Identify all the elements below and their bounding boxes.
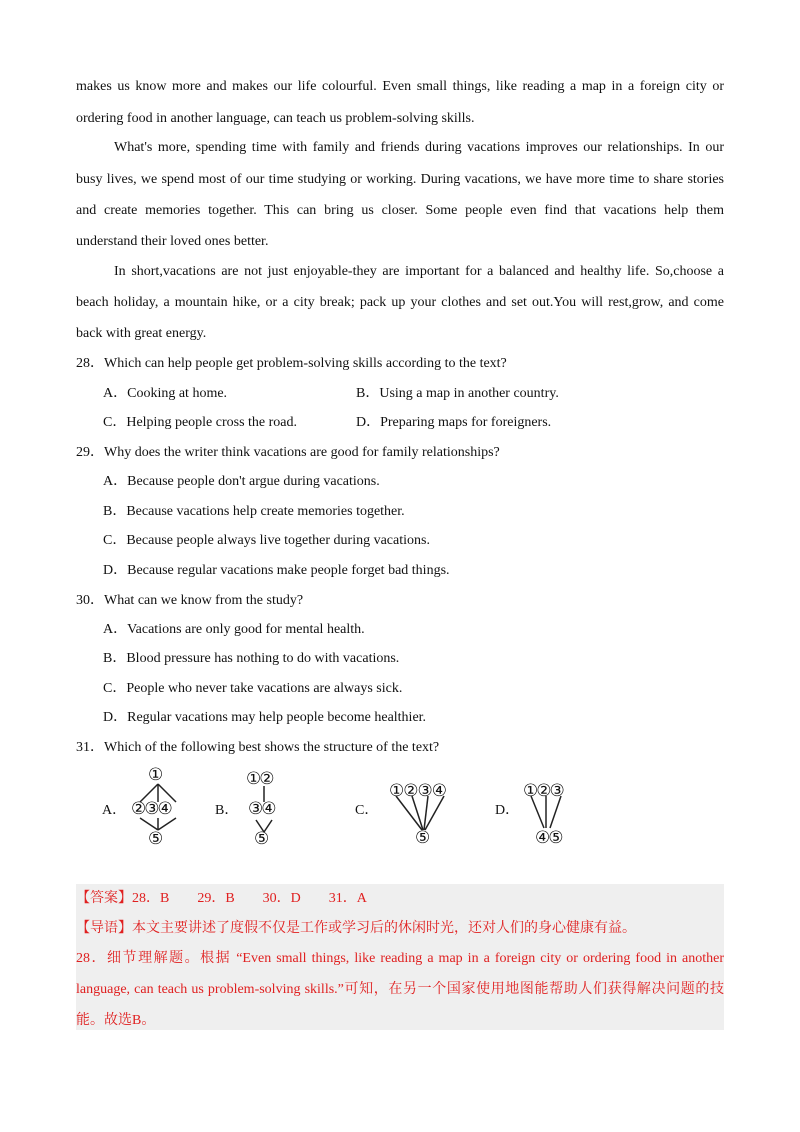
diagram-a-top: ① (148, 765, 164, 784)
diagram-b-middle: ③④ (248, 799, 275, 818)
q31-option-c-label: C． (355, 803, 379, 818)
diagram-b-bottom: ⑤ (254, 829, 270, 848)
q29-option-a: A．Because people don't argue during vacations. (103, 474, 380, 489)
diagram-d-top: ①②③ (523, 781, 563, 800)
q28-option-b: B．Using a map in another country. (356, 386, 559, 401)
q29-option-b: B．Because vacations help create memories together. (103, 504, 405, 519)
diagram-a-bottom: ⑤ (148, 829, 164, 848)
question-28-stem: 28．Which can help people get problem-solving skills according to the text? (76, 356, 507, 371)
passage-line: makes us know more and makes our life colourful. Even small things, like reading a map in a foreign city or (76, 79, 724, 94)
diagram-b-top: ①② (246, 769, 273, 788)
question-29-stem: 29．Why does the writer think vacations are good for family relationships? (76, 445, 500, 460)
q29-option-d: D．Because regular vacations make people forget bad things. (103, 563, 450, 578)
q28-option-d: D．Preparing maps for foreigners. (356, 415, 552, 430)
passage-line: ordering food in another language, can teach us problem-solving skills. (76, 111, 475, 126)
q31-option-d-label: D． (495, 803, 520, 818)
passage-line: In short,vacations are not just enjoyable-they are important for a balanced and healthy life. So,choose a (114, 264, 724, 279)
q30-option-d: D．Regular vacations may help people become healthier. (103, 710, 427, 725)
guide-text: 【导语】本文主要讲述了度假不仅是工作或学习后的休闲时光，还对人们的身心健康有益。 (76, 921, 636, 936)
diagram-c-bottom: ⑤ (415, 828, 431, 847)
passage-line: What's more, spending time with family and friends during vacations improves our relationships. In our (114, 140, 724, 155)
q30-option-c: C．People who never take vacations are always sick. (103, 681, 403, 696)
q30-option-b: B．Blood pressure has nothing to do with vacations. (103, 651, 400, 666)
answer-key: 【答案】28．B 29．B 30．D 31．A (76, 891, 367, 906)
explanation-line: 28．细节理解题。根据 “Even small things, like reading a map in a foreign city or ordering food in another (76, 951, 724, 966)
passage-line: busy lives, we spend most of our time studying or working. During vacations, we have more time to share stories (76, 172, 724, 187)
explanation-line: 能。故选B。 (76, 1013, 156, 1028)
diagram-a-middle: ②③④ (131, 799, 171, 818)
question-31-stem: 31．Which of the following best shows the structure of the text? (76, 740, 440, 755)
diagram-c-top: ①②③④ (389, 781, 446, 800)
q31-option-b-label: B． (215, 803, 239, 818)
passage-line: and create memories together. This can bring us closer. Some people even find that vacations help them (76, 203, 724, 218)
q28-option-c: C．Helping people cross the road. (103, 415, 298, 430)
diagram-d-bottom: ④⑤ (535, 828, 562, 847)
passage-line: beach holiday, a mountain hike, or a city break; pack up your clothes and set out.You will rest,grow, and come (76, 295, 724, 310)
explanation-line: language, can teach us problem-solving skills.”可知，在另一个国家使用地图能帮助人们获得解决问题的技 (76, 982, 724, 997)
question-30-stem: 30．What can we know from the study? (76, 593, 304, 608)
passage-line: understand their loved ones better. (76, 234, 269, 249)
q29-option-c: C．Because people always live together during vacations. (103, 533, 430, 548)
q28-option-a: A．Cooking at home. (103, 386, 228, 401)
q30-option-a: A．Vacations are only good for mental health. (103, 622, 365, 637)
passage-line: back with great energy. (76, 326, 207, 341)
q31-option-a-label: A． (102, 803, 127, 818)
